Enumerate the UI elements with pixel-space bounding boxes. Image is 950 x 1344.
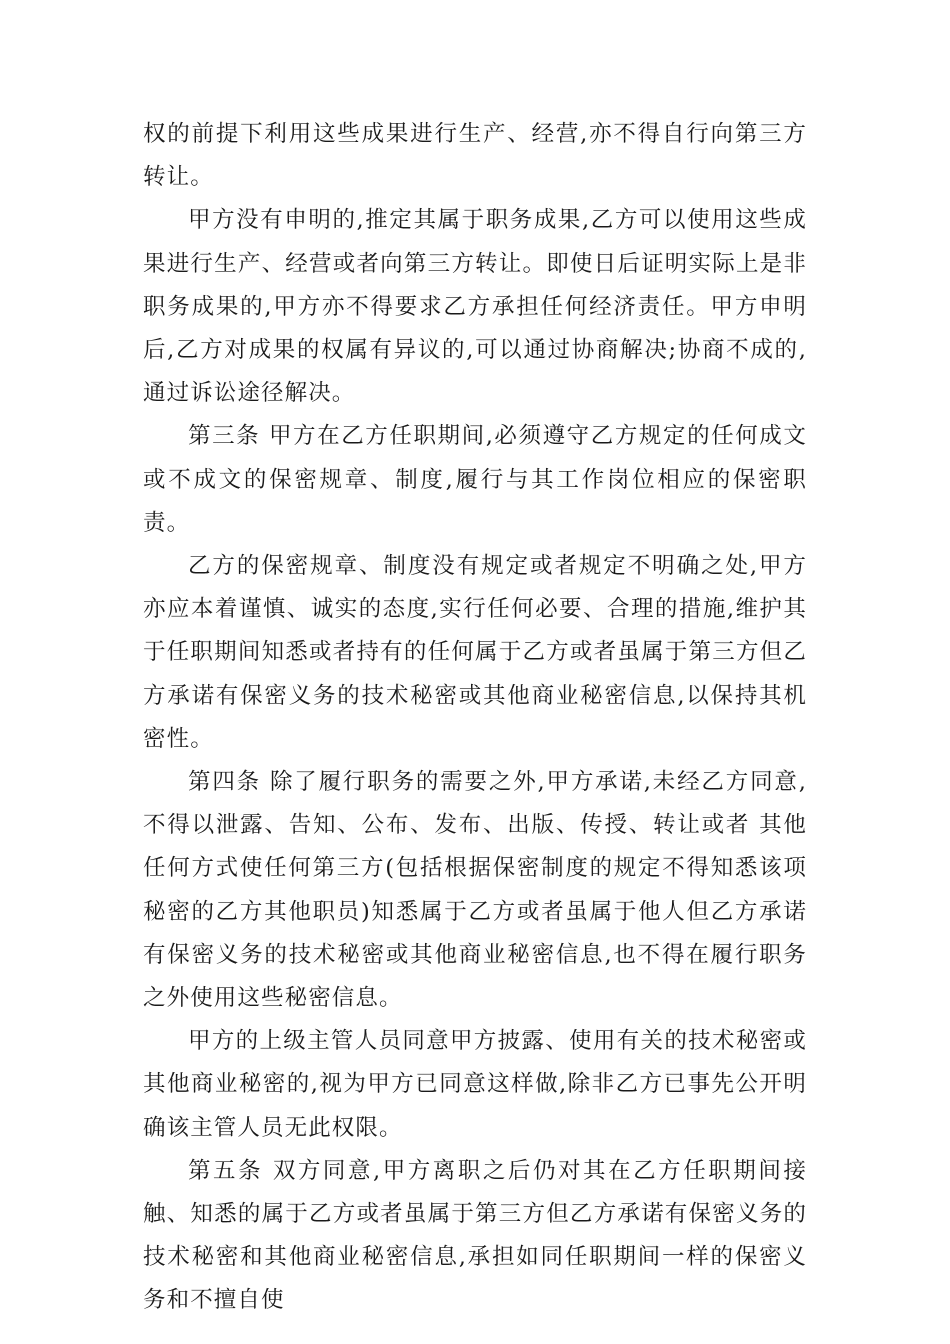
paragraph-article-3: 第三条 甲方在乙方任职期间,必须遵守乙方规定的任何成文或不成文的保密规章、制度,履行与其工作岗位相应的保密职责。 [143,423,807,536]
paragraph-article-5: 第五条 双方同意,甲方离职之后仍对其在乙方任职期间接触、知悉的属于乙方或者虽属于第三方但乙方承诺有保密义务的技术秘密和其他商业秘密信息,承担如同任职期间一样的保密义务和不擅自使 [143,1157,807,1314]
paragraph-article-4: 第四条 除了履行职务的需要之外,甲方承诺,未经乙方同意,不得以泄露、告知、公布、发布、出版、传授、转让或者 其他任何方式使任何第三方(包括根据保密制度的规定不得知悉该项秘密的乙方其他职员)知悉属于乙方或者虽属于他人但乙方承诺有保密义务的技术秘密或其他商业秘密信息,也不得在履行职务之外使用这些秘密信息。 [143,769,807,1012]
paragraph-article-4-supplement: 甲方的上级主管人员同意甲方披露、使用有关的技术秘密或其他商业秘密的,视为甲方已同意这样做,除非乙方已事先公开明确该主管人员无此权限。 [143,1028,807,1141]
paragraph-continuation: 权的前提下利用这些成果进行生产、经营,亦不得自行向第三方转让。 [143,121,807,191]
paragraph-article-3-supplement: 乙方的保密规章、制度没有规定或者规定不明确之处,甲方亦应本着谨慎、诚实的态度,实行任何必要、合理的措施,维护其于任职期间知悉或者持有的任何属于乙方或者虽属于第三方但乙方承诺有保密义务的技术秘密或其他商业秘密信息,以保持其机密性。 [143,553,807,752]
document-body [143,113,807,1323]
paragraph-job-results-undeclared: 甲方没有申明的,推定其属于职务成果,乙方可以使用这些成果进行生产、经营或者向第三方转让。即使日后证明实际上是非职务成果的,甲方亦不得要求乙方承担任何经济责任。甲方申明后,乙方对成果的权属有异议的,可以通过协商解决;协商不成的,通过诉讼途径解决。 [143,207,807,407]
